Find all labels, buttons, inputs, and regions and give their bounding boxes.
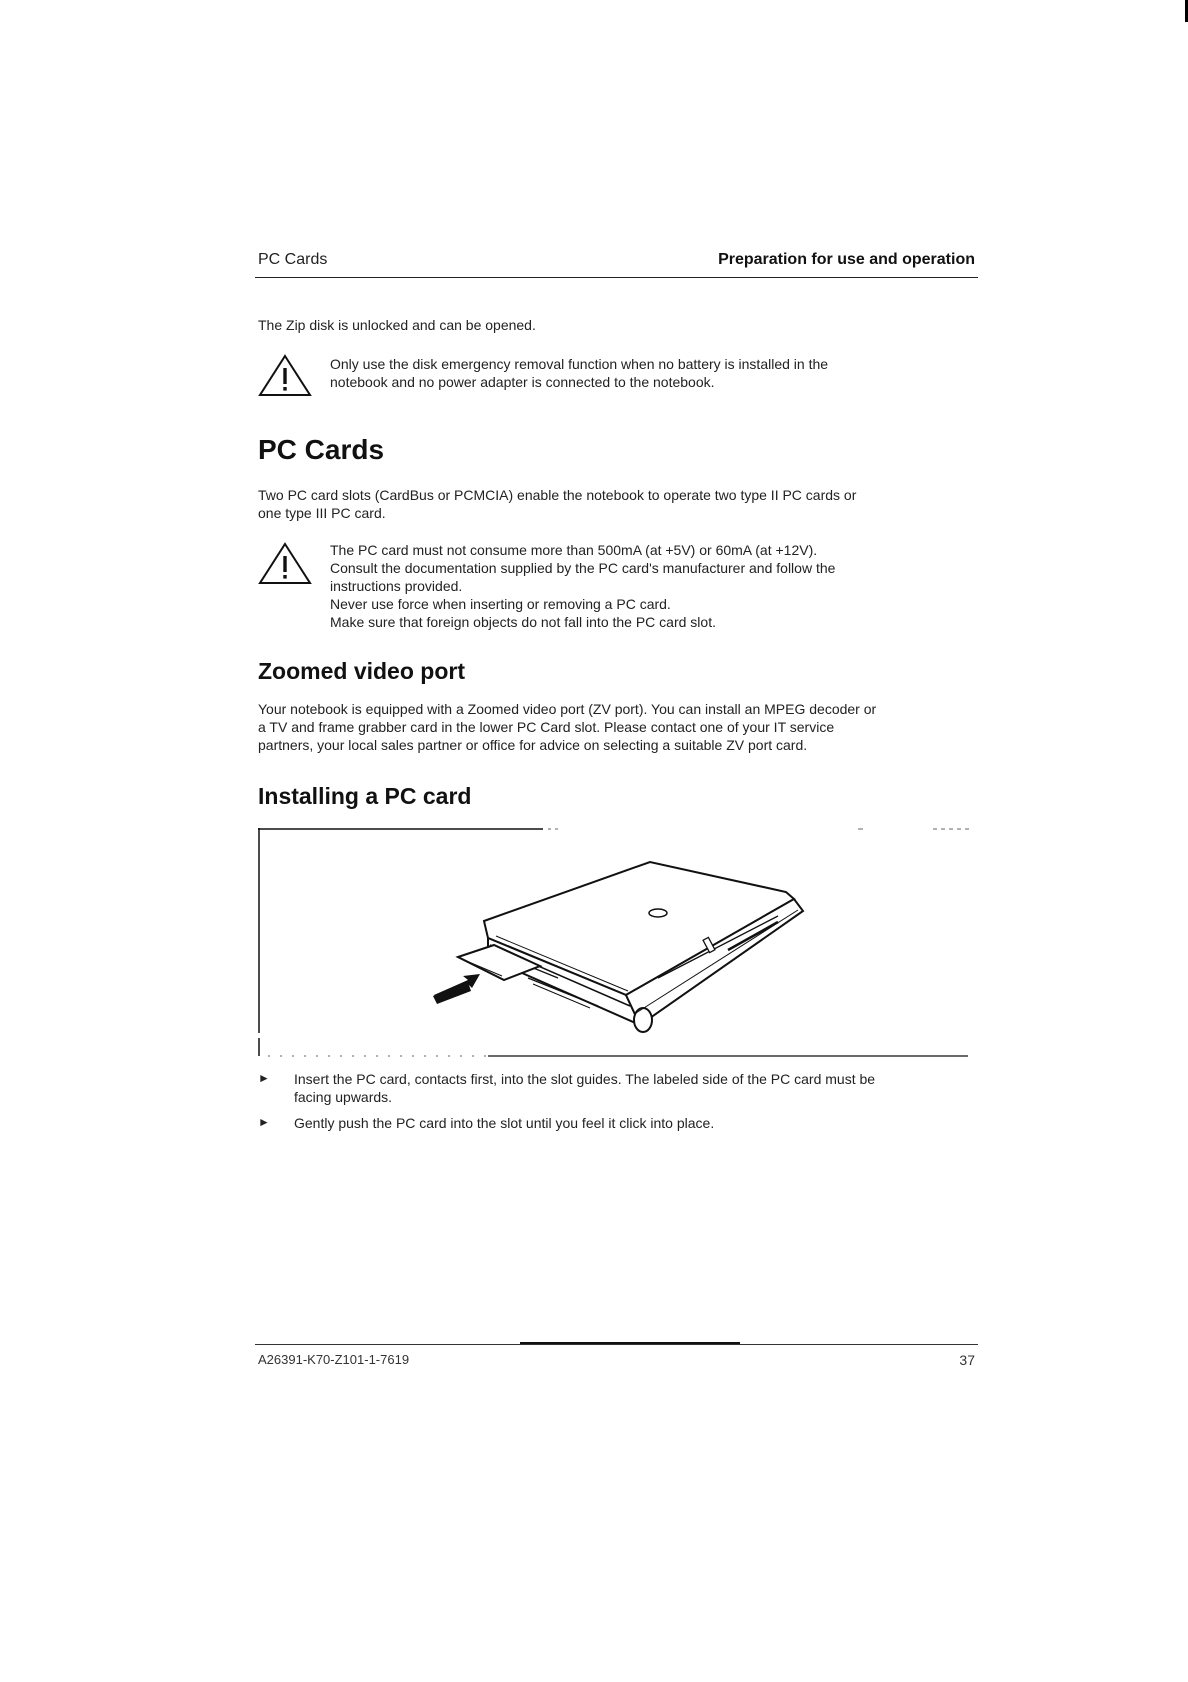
warning-2-line: Never use force when inserting or removing a PC card. <box>330 596 671 612</box>
footer-doc-number: A26391-K70-Z101-1-7619 <box>258 1352 410 1367</box>
zv-line: a TV and frame grabber card in the lower PC Card slot. Please contact one of your IT service <box>258 719 835 735</box>
warning-2-line: instructions provided. <box>330 578 463 594</box>
warning-2-line: The PC card must not consume more than 500mA (at +5V) or 60mA (at +12V). <box>330 542 818 558</box>
step-line: Insert the PC card, contacts first, into the slot guides. The labeled side of the PC card must be <box>294 1071 876 1087</box>
pc-cards-intro <box>258 486 978 522</box>
step-text <box>294 1114 984 1132</box>
bullet-arrow-icon: ► <box>258 1115 270 1129</box>
intro-line: one type III PC card. <box>258 505 386 521</box>
warning-triangle-icon <box>258 353 312 397</box>
notebook-pc-card-insertion-illustration <box>258 828 970 1060</box>
running-header-chapter: Preparation for use and operation <box>718 251 975 268</box>
warning-1-icon-wrap <box>258 353 312 402</box>
zip-note-text: The Zip disk is unlocked and can be opened. <box>258 317 536 333</box>
zv-line: partners, your local sales partner or office for advice on selecting a suitable ZV port card. <box>258 737 808 753</box>
zv-line: Your notebook is equipped with a Zoomed video port (ZV port). You can install an MPEG decoder or <box>258 701 877 717</box>
subsection-title-zoomed-video-port: Zoomed video port <box>258 658 465 684</box>
pc-card-figure <box>258 828 970 1060</box>
warning-triangle-icon <box>258 541 312 585</box>
zoomed-video-paragraph <box>258 700 983 754</box>
warning-1-text <box>330 355 970 391</box>
warning-2-line: Consult the documentation supplied by the PC card's manufacturer and follow the <box>330 560 836 576</box>
warning-1-line: Only use the disk emergency removal function when no battery is installed in the <box>330 356 829 372</box>
step-text <box>294 1070 984 1106</box>
bullet-arrow-icon: ► <box>258 1071 270 1085</box>
list-item <box>258 1114 983 1136</box>
step-line: facing upwards. <box>294 1089 393 1105</box>
step-line: Gently push the PC card into the slot until you feel it click into place. <box>294 1115 715 1131</box>
warning-2-line: Make sure that foreign objects do not fall into the PC card slot. <box>330 614 716 630</box>
list-item <box>258 1070 983 1108</box>
running-header-section: PC Cards <box>258 251 328 268</box>
header-rule <box>255 277 978 278</box>
warning-2-icon-wrap <box>258 541 312 590</box>
installation-steps <box>258 1070 983 1136</box>
warning-1-line: notebook and no power adapter is connected to the notebook. <box>330 374 715 390</box>
subsection-title-installing-pc-card: Installing a PC card <box>258 783 472 809</box>
footer-page-number: 37 <box>959 1352 975 1368</box>
footer-rule-bold <box>520 1342 740 1344</box>
intro-line: Two PC card slots (CardBus or PCMCIA) enable the notebook to operate two type II PC cards or <box>258 487 857 503</box>
section-title-pc-cards: PC Cards <box>258 434 385 465</box>
footer-rule <box>255 1344 978 1345</box>
warning-2-text <box>330 541 970 631</box>
